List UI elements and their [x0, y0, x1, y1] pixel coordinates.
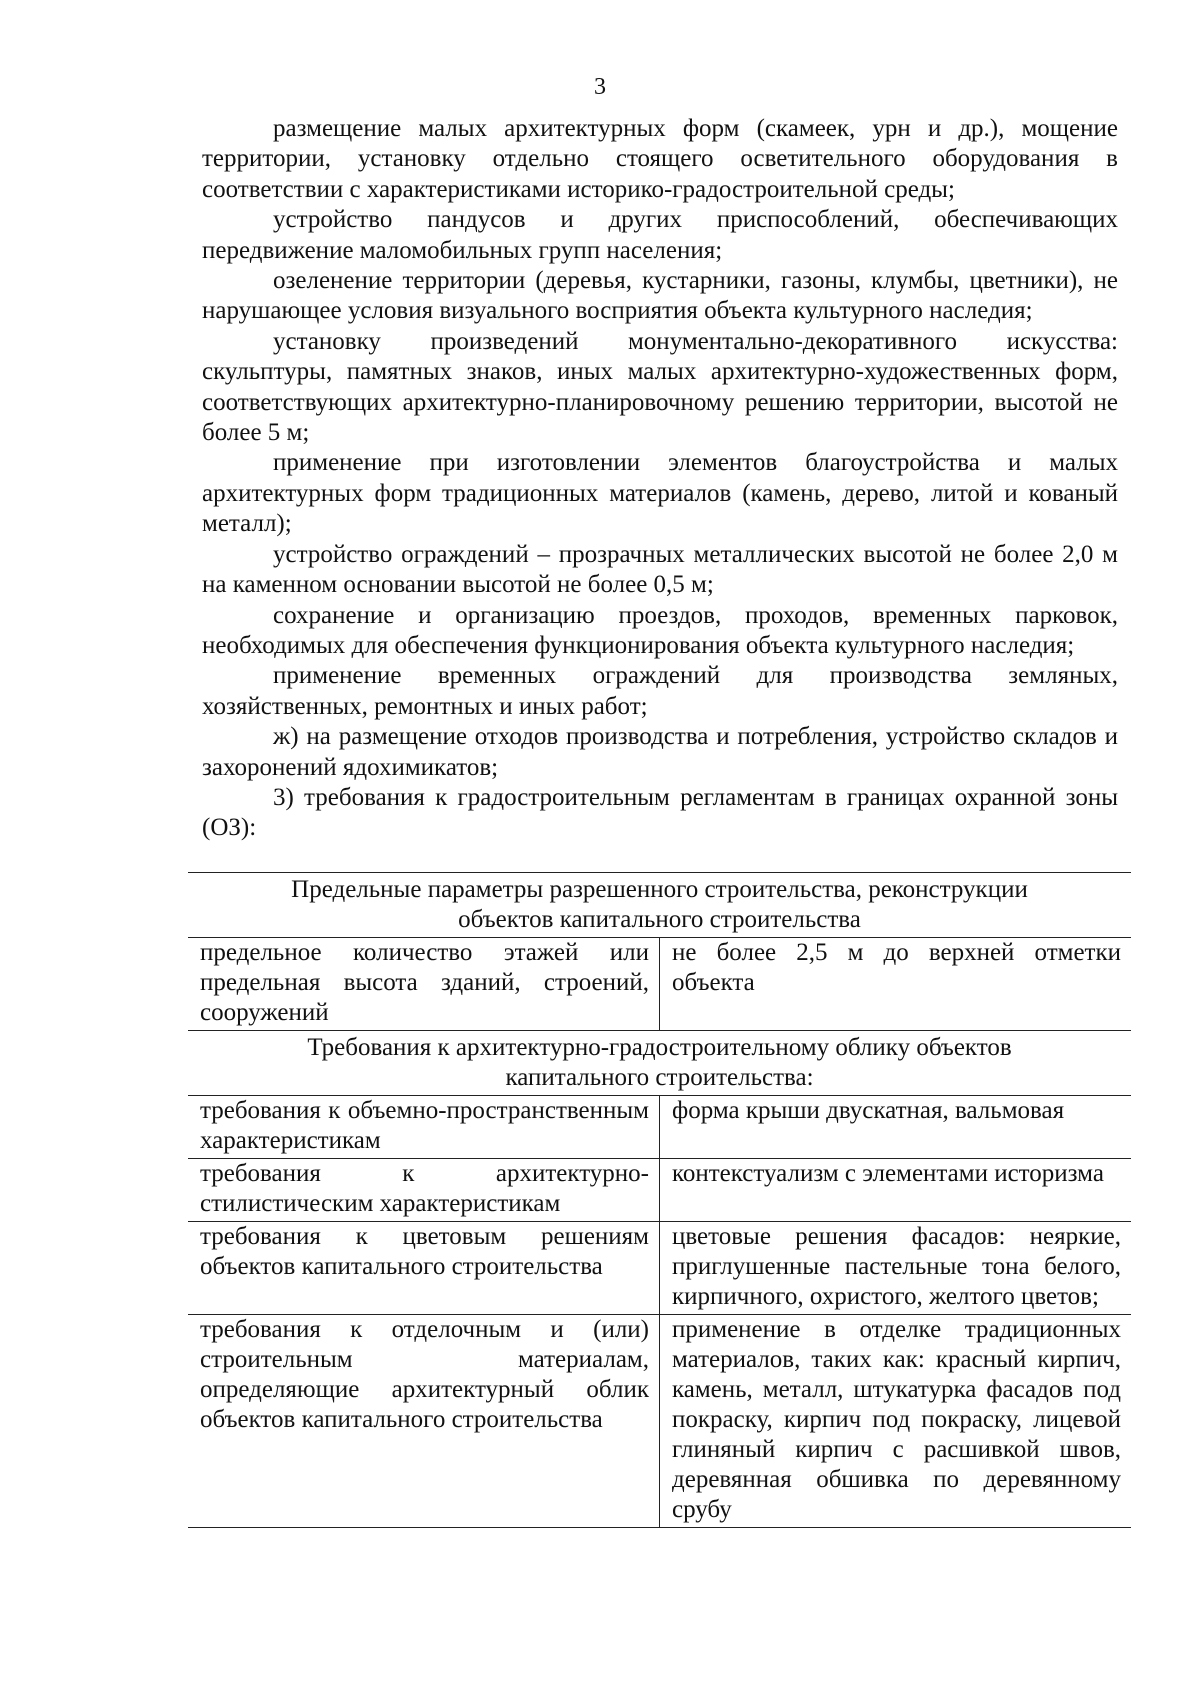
- param-cell: требования к архитектурно-стилистическим характеристикам: [188, 1159, 660, 1222]
- paragraph-zone-requirements: 3) требования к градостроительным регламентам в границах охранной зоны (ОЗ):: [202, 783, 1118, 842]
- table-row: [188, 1159, 1131, 1222]
- paragraph-landscaping: озеленение территории (деревья, кустарники, газоны, клумбы, цветники), не нарушающее условия визуального восприятия объекта культурного наследия;: [202, 267, 1118, 325]
- table-row: [188, 938, 1131, 1031]
- paragraph-small-forms: размещение малых архитектурных форм (скамеек, урн и др.), мощение территории, установку отдельно стоящего осветительного оборудования в соответствии с характеристиками историко-градостроительной среды;: [202, 115, 1118, 203]
- paragraph-materials: применение при изготовлении элементов благоустройства и малых архитектурных форм традиционных материалов (камень, дерево, литой и кованый металл);: [202, 449, 1118, 538]
- body-text: [202, 114, 1118, 844]
- table-section-row: [188, 873, 1131, 938]
- value-cell: не более 2,5 м до верхней отметки объекта: [660, 938, 1132, 1031]
- value-cell: цветовые решения фасадов: неяркие, приглушенные пастельные тона белого, кирпичного, охристого, желтого цветов;: [660, 1222, 1132, 1315]
- table-section-row: [188, 1031, 1131, 1096]
- page-number: 3: [594, 74, 606, 100]
- value-cell: контекстуализм с элементами историзма: [660, 1159, 1132, 1222]
- table-row: [188, 1096, 1131, 1159]
- regulations-table: [188, 872, 1131, 1528]
- param-cell: требования к цветовым решениям объектов капитального строительства: [188, 1222, 660, 1315]
- paragraph-waste: ж) на размещение отходов производства и потребления, устройство складов и захоронений ядохимикатов;: [202, 723, 1118, 781]
- paragraph-driveways: сохранение и организацию проездов, проходов, временных парковок, необходимых для обеспечения функционирования объекта культурного наследия;: [202, 601, 1118, 659]
- param-cell: требования к объемно-пространственным характеристикам: [188, 1096, 660, 1159]
- param-cell: требования к отделочным и (или) строительным материалам, определяющие архитектурный облик объектов капитального строительства: [188, 1315, 660, 1528]
- value-cell: форма крыши двускатная, вальмовая: [660, 1096, 1132, 1159]
- table-row: [188, 1315, 1131, 1528]
- param-cell: предельное количество этажей или предельная высота зданий, строений, сооружений: [188, 938, 660, 1031]
- paragraph-temporary-fences: применение временных ограждений для производства земляных, хозяйственных, ремонтных и иных работ;: [202, 662, 1118, 720]
- paragraph-ramps: устройство пандусов и других приспособлений, обеспечивающих передвижение маломобильных групп населения;: [202, 206, 1118, 264]
- value-cell: применение в отделке традиционных материалов, таких как: красный кирпич, камень, металл, штукатурка фасадов под покраску, кирпич под покраску, лицевой глиняный кирпич с расшивкой швов, деревянная обшивка по деревянному срубу: [660, 1315, 1132, 1528]
- paragraph-monuments: установку произведений монументально-декоративного искусства: скульптуры, памятных знаков, иных малых архитектурно-художественных форм, соответствующих архитектурно-планировочному решению территории, высотой не более 5 м;: [202, 327, 1118, 447]
- paragraph-fences: устройство ограждений – прозрачных металлических высотой не более 2,0 м на каменном основании высотой не более 0,5 м;: [202, 540, 1118, 599]
- section-title-parameters: Предельные параметры разрешенного строительства, реконструкции объектов капитального строительства: [188, 873, 1131, 938]
- table-row: [188, 1222, 1131, 1315]
- section-title-appearance: Требования к архитектурно-градостроительному облику объектов капитального строительства:: [188, 1031, 1131, 1096]
